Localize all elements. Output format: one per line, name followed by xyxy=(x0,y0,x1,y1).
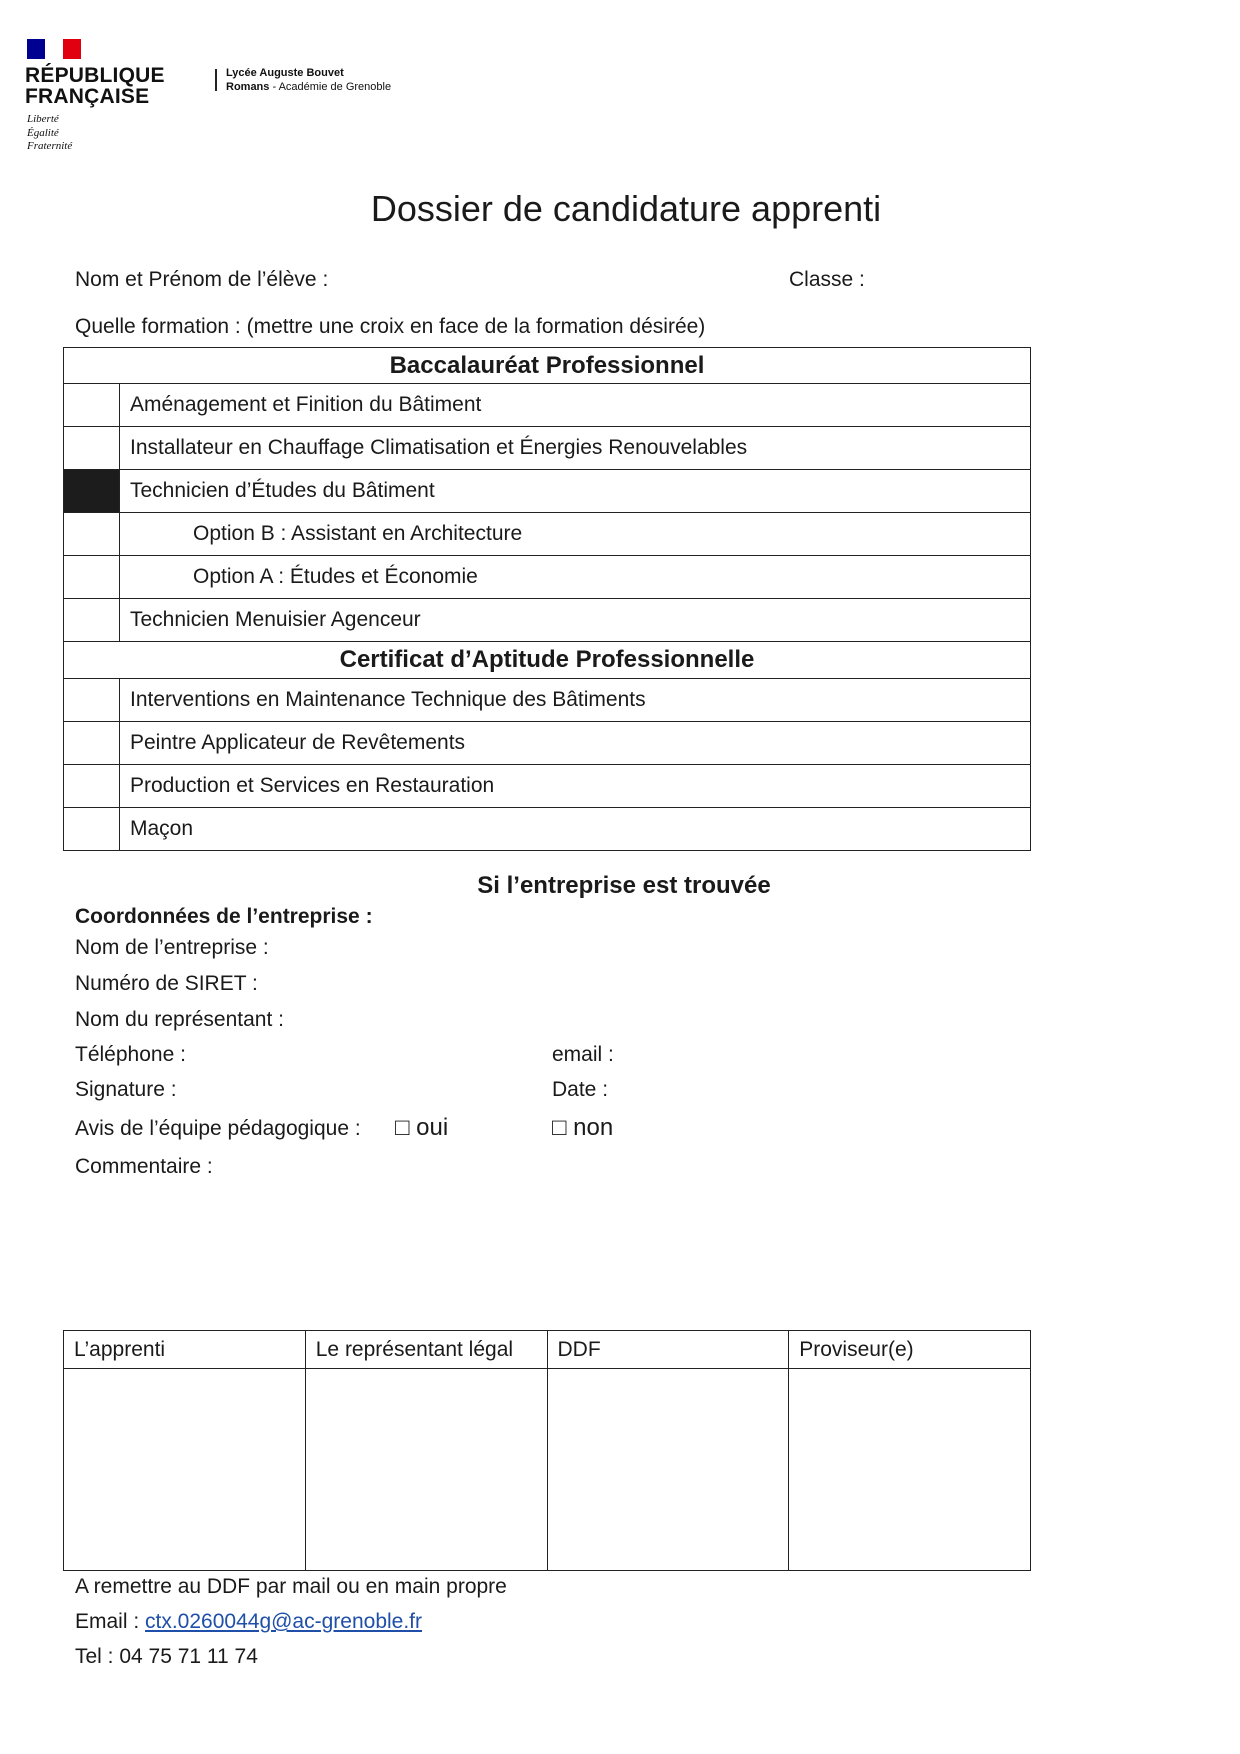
table-row xyxy=(64,599,1031,642)
checkbox-cell[interactable] xyxy=(64,513,120,556)
formation-option-label: Option A : Études et Économie xyxy=(120,556,1031,599)
formation-label: Installateur en Chauffage Climatisation et Énergies Renouvelables xyxy=(120,427,1031,470)
checkbox-cell[interactable] xyxy=(64,808,120,851)
representative-label: Nom du représentant : xyxy=(75,1008,284,1031)
school-city: Romans xyxy=(226,81,270,93)
company-section-title: Si l’entreprise est trouvée xyxy=(477,872,771,899)
email-label: email : xyxy=(552,1043,614,1066)
school-academy: - Académie de Grenoble xyxy=(269,81,392,93)
republic-line-1: RÉPUBLIQUE xyxy=(25,64,165,87)
checkbox-cell[interactable] xyxy=(64,427,120,470)
table-row xyxy=(64,722,1031,765)
motto-liberte: Liberté xyxy=(27,113,59,125)
formation-label: Technicien d’Études du Bâtiment xyxy=(120,470,1031,513)
signature-label: Signature : xyxy=(75,1078,177,1101)
republique-francaise-logo-text xyxy=(25,65,165,107)
formation-label: Maçon xyxy=(120,808,1031,851)
logo-separator xyxy=(215,69,217,91)
school-block xyxy=(226,66,391,94)
checkbox-cell-checked[interactable] xyxy=(64,470,120,513)
table-row xyxy=(64,765,1031,808)
siret-label: Numéro de SIRET : xyxy=(75,972,258,995)
company-heading: Coordonnées de l’entreprise : xyxy=(75,905,373,928)
oui-checkbox[interactable]: □ oui xyxy=(395,1114,449,1141)
formation-option-label: Option B : Assistant en Architecture xyxy=(120,513,1031,556)
student-name-label: Nom et Prénom de l’élève : xyxy=(75,268,329,291)
motto-egalite: Égalité xyxy=(27,126,59,139)
signature-table xyxy=(63,1330,1031,1571)
formation-prompt: Quelle formation : (mettre une croix en face de la formation désirée) xyxy=(75,315,706,338)
opinion-label: Avis de l’équipe pédagogique : xyxy=(75,1117,361,1140)
bac-pro-heading: Baccalauréat Professionnel xyxy=(64,348,1031,384)
signature-box[interactable] xyxy=(789,1369,1031,1571)
checkbox-cell[interactable] xyxy=(64,679,120,722)
republic-motto xyxy=(27,113,72,154)
checkbox-cell[interactable] xyxy=(64,384,120,427)
cap-heading: Certificat d’Aptitude Professionnelle xyxy=(64,642,1031,679)
formation-label: Aménagement et Finition du Bâtiment xyxy=(120,384,1031,427)
school-name: Lycée Auguste Bouvet xyxy=(226,67,344,79)
checkbox-cell[interactable] xyxy=(64,765,120,808)
table-row xyxy=(64,808,1031,851)
checkbox-cell[interactable] xyxy=(64,722,120,765)
table-row xyxy=(64,384,1031,427)
signature-box[interactable] xyxy=(64,1369,306,1571)
footer-email-label: Email : xyxy=(75,1610,146,1633)
company-name-label: Nom de l’entreprise : xyxy=(75,936,269,959)
class-label: Classe : xyxy=(789,268,865,291)
footer-tel: Tel : 04 75 71 11 74 xyxy=(75,1645,258,1668)
footer-email-line xyxy=(75,1610,422,1634)
checkbox-cell[interactable] xyxy=(64,599,120,642)
non-checkbox[interactable]: □ non xyxy=(552,1114,614,1141)
republic-line-2: FRANÇAISE xyxy=(25,85,150,108)
signature-col-representant: Le représentant légal xyxy=(305,1331,547,1369)
signature-box[interactable] xyxy=(547,1369,789,1571)
phone-label: Téléphone : xyxy=(75,1043,186,1066)
signature-box[interactable] xyxy=(305,1369,547,1571)
formation-label: Interventions en Maintenance Technique des Bâtiments xyxy=(120,679,1031,722)
table-row xyxy=(64,679,1031,722)
french-flag-logo xyxy=(27,39,81,59)
signature-col-ddf: DDF xyxy=(547,1331,789,1369)
checkbox-cell[interactable] xyxy=(64,556,120,599)
footer-instruction: A remettre au DDF par mail ou en main propre xyxy=(75,1575,507,1598)
footer-email-link[interactable]: ctx.0260044g@ac-grenoble.fr xyxy=(145,1610,423,1633)
table-row xyxy=(64,470,1031,513)
formation-label: Production et Services en Restauration xyxy=(120,765,1031,808)
motto-fraternite: Fraternité xyxy=(27,140,73,152)
comment-label: Commentaire : xyxy=(75,1155,213,1178)
signature-col-apprenti: L’apprenti xyxy=(64,1331,306,1369)
formation-table xyxy=(63,347,1031,851)
date-label: Date : xyxy=(552,1078,609,1101)
page-title: Dossier de candidature apprenti xyxy=(370,188,882,229)
table-row xyxy=(64,513,1031,556)
signature-col-proviseur: Proviseur(e) xyxy=(789,1331,1031,1369)
formation-label: Technicien Menuisier Agenceur xyxy=(120,599,1031,642)
formation-label: Peintre Applicateur de Revêtements xyxy=(120,722,1031,765)
table-row xyxy=(64,427,1031,470)
table-row xyxy=(64,556,1031,599)
